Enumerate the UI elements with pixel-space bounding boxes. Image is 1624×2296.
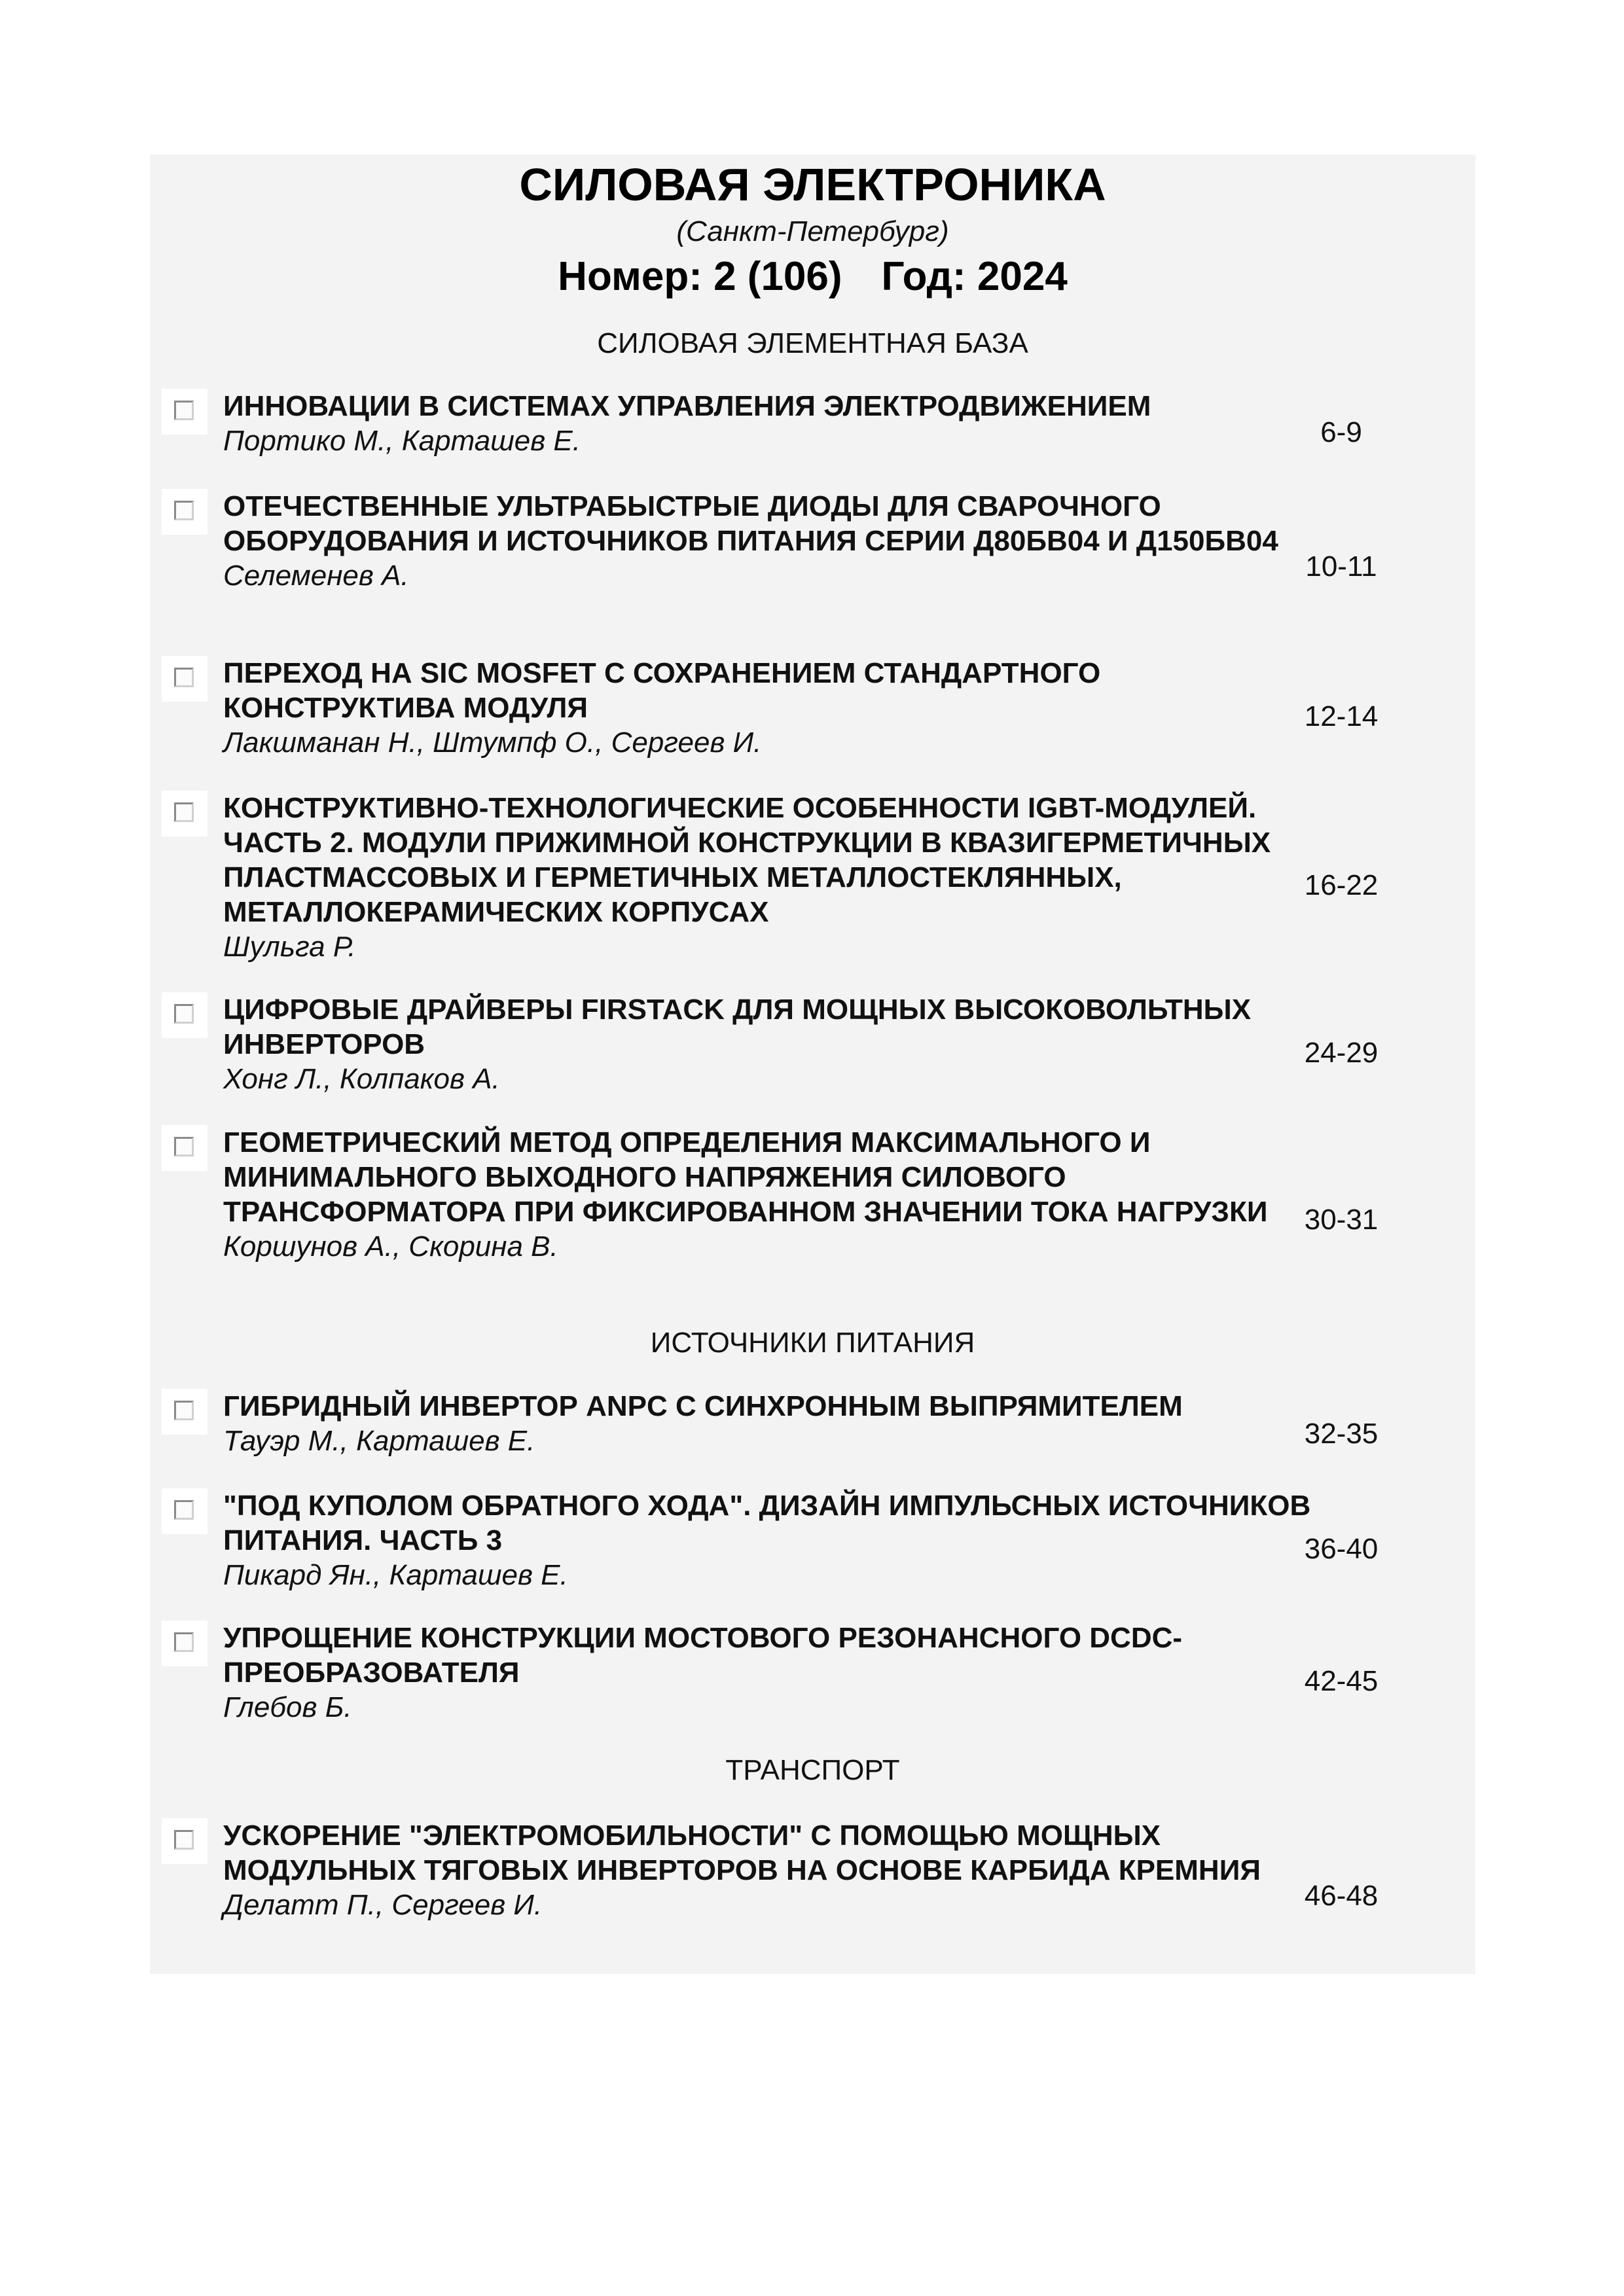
article-pages: 30-31 bbox=[1304, 1204, 1379, 1236]
checkbox-icon[interactable] bbox=[162, 656, 208, 702]
article-title[interactable]: УСКОРЕНИЕ "ЭЛЕКТРОМОБИЛЬНОСТИ" С ПОМОЩЬЮ МОЩНЫХ МОДУЛЬНЫХ ТЯГОВЫХ ИНВЕРТОРОВ НА ОСНОВЕ КАРБИДА КРЕМНИЯ bbox=[223, 1820, 1261, 1886]
article-title[interactable]: ИННОВАЦИИ В СИСТЕМАХ УПРАВЛЕНИЯ ЭЛЕКТРОДВИЖЕНИЕМ bbox=[223, 390, 1151, 422]
article-title[interactable]: КОНСТРУКТИВНО-ТЕХНОЛОГИЧЕСКИЕ ОСОБЕННОСТИ IGBT-МОДУЛЕЙ. ЧАСТЬ 2. МОДУЛИ ПРИЖИМНОЙ КОНСТРУКЦИИ В КВАЗИГЕРМЕТИЧНЫХ ПЛАСТМАССОВЫХ И ГЕРМЕТИЧНЫХ МЕТАЛЛОСТЕКЛЯННЫХ, МЕТАЛЛОКЕРАМИЧЕСКИХ КОРПУСАХ bbox=[223, 792, 1271, 928]
article-authors: Шульга Р. bbox=[223, 931, 356, 963]
article-authors: Делатт П., Сергеев И. bbox=[223, 1889, 543, 1921]
journal-city: (Санкт-Петербург) bbox=[676, 215, 949, 247]
article-title[interactable]: "ПОД КУПОЛОМ ОБРАТНОГО ХОДА". ДИЗАЙН ИМПУЛЬСНЫХ ИСТОЧНИКОВ ПИТАНИЯ. ЧАСТЬ 3 bbox=[223, 1490, 1311, 1556]
article-pages: 10-11 bbox=[1305, 550, 1377, 583]
article-title[interactable]: ОТЕЧЕСТВЕННЫЕ УЛЬТРАБЫСТРЫЕ ДИОДЫ ДЛЯ СВАРОЧНОГО ОБОРУДОВАНИЯ И ИСТОЧНИКОВ ПИТАНИЯ СЕРИИ Д80БВ04 И Д150БВ04 bbox=[223, 490, 1278, 557]
checkbox-icon[interactable] bbox=[162, 1818, 208, 1864]
checkbox-icon[interactable] bbox=[162, 489, 208, 535]
section-heading: СИЛОВАЯ ЭЛЕМЕНТНАЯ БАЗА bbox=[597, 327, 1028, 359]
section-heading: ТРАНСПОРТ bbox=[725, 1754, 900, 1786]
article-pages: 46-48 bbox=[1304, 1880, 1379, 1912]
article-authors: Глебов Б. bbox=[223, 1691, 352, 1723]
issue-line bbox=[150, 251, 1475, 303]
checkbox-icon[interactable] bbox=[162, 1621, 208, 1666]
checkbox-icon[interactable] bbox=[162, 1125, 208, 1171]
article-authors: Портико М., Карташев Е. bbox=[223, 425, 581, 457]
article-authors: Лакшманан Н., Штумпф О., Сергеев И. bbox=[223, 726, 762, 759]
article-title[interactable]: ГЕОМЕТРИЧЕСКИЙ МЕТОД ОПРЕДЕЛЕНИЯ МАКСИМАЛЬНОГО И МИНИМАЛЬНОГО ВЫХОДНОГО НАПРЯЖЕНИЯ СИЛОВОГО ТРАНСФОРМАТОРА ПРИ ФИКСИРОВАННОМ ЗНАЧЕНИИ ТОКА НАГРУЗКИ bbox=[223, 1126, 1268, 1228]
article-pages: 42-45 bbox=[1304, 1665, 1379, 1697]
article-title[interactable]: ПЕРЕХОД НА SIC MOSFET С СОХРАНЕНИЕМ СТАНДАРТНОГО КОНСТРУКТИВА МОДУЛЯ bbox=[223, 657, 1101, 724]
checkbox-icon[interactable] bbox=[162, 992, 208, 1038]
article-pages: 6-9 bbox=[1320, 416, 1362, 448]
checkbox-icon[interactable] bbox=[162, 1389, 208, 1435]
checkbox-icon[interactable] bbox=[162, 791, 208, 836]
article-authors: Коршунов А., Скорина В. bbox=[223, 1230, 558, 1263]
issue-year: Год: 2024 bbox=[881, 254, 1068, 299]
issue-number: Номер: 2 (106) bbox=[558, 254, 842, 299]
article-authors: Пикард Ян., Карташев Е. bbox=[223, 1559, 568, 1591]
article-pages: 12-14 bbox=[1304, 700, 1379, 732]
article-pages: 32-35 bbox=[1304, 1418, 1379, 1450]
article-title[interactable]: УПРОЩЕНИЕ КОНСТРУКЦИИ МОСТОВОГО РЕЗОНАНСНОГО DCDC-ПРЕОБРАЗОВАТЕЛЯ bbox=[223, 1622, 1183, 1689]
checkbox-icon[interactable] bbox=[162, 389, 208, 435]
article-title[interactable]: ГИБРИДНЫЙ ИНВЕРТОР ANPC С СИНХРОННЫМ ВЫПРЯМИТЕЛЕМ bbox=[223, 1390, 1183, 1422]
article-pages: 36-40 bbox=[1304, 1533, 1379, 1565]
article-authors: Тауэр М., Карташев Е. bbox=[223, 1425, 535, 1457]
article-authors: Хонг Л., Колпаков А. bbox=[223, 1063, 500, 1095]
article-pages: 16-22 bbox=[1304, 869, 1379, 901]
checkbox-icon[interactable] bbox=[162, 1488, 208, 1534]
article-title[interactable]: ЦИФРОВЫЕ ДРАЙВЕРЫ FIRSTACK ДЛЯ МОЩНЫХ ВЫСОКОВОЛЬТНЫХ ИНВЕРТОРОВ bbox=[223, 994, 1252, 1060]
article-pages: 24-29 bbox=[1304, 1037, 1379, 1069]
article-authors: Селеменев А. bbox=[223, 560, 409, 592]
journal-title: СИЛОВАЯ ЭЛЕКТРОНИКА bbox=[519, 159, 1106, 210]
section-heading: ИСТОЧНИКИ ПИТАНИЯ bbox=[650, 1327, 975, 1359]
